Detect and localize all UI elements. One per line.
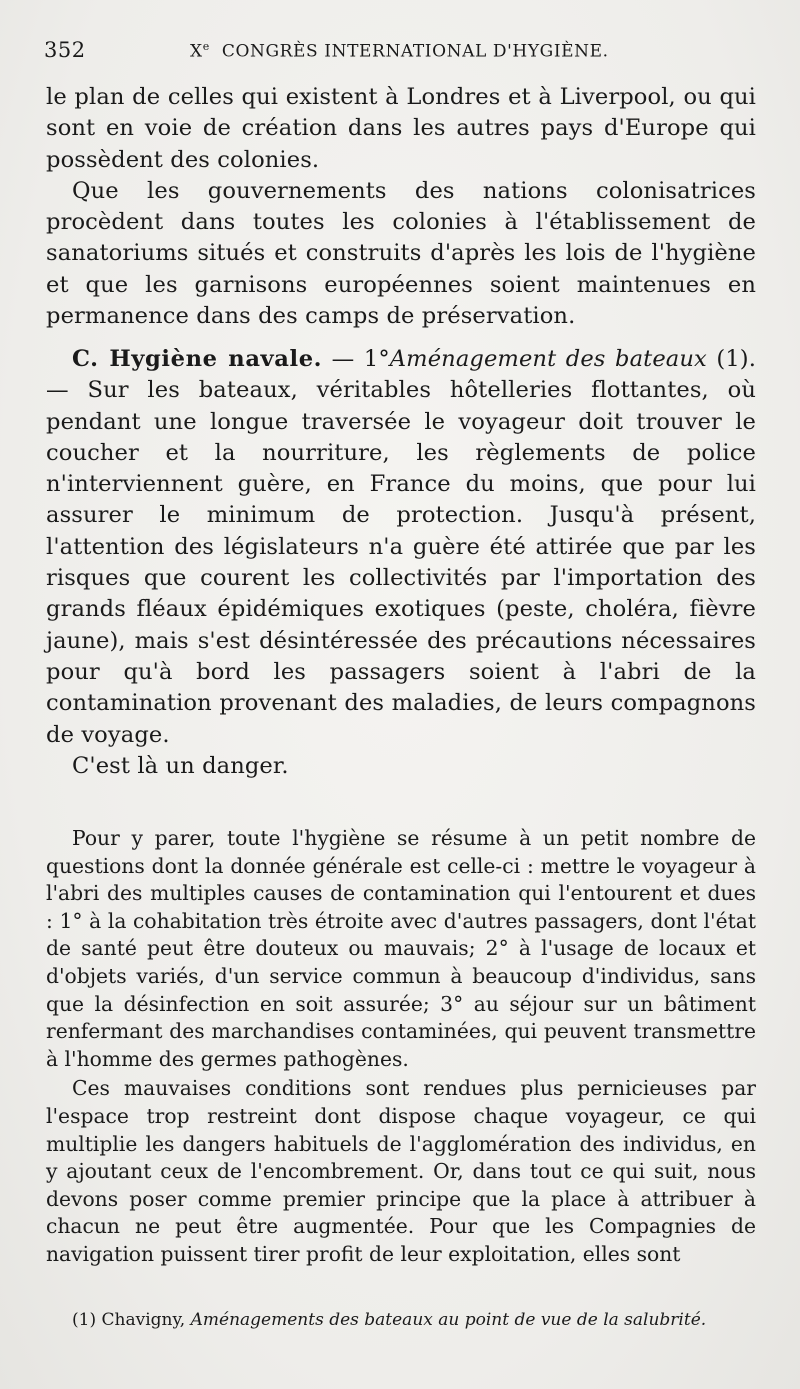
section-paragraph: — Sur les bateaux, véritables hôtelleries flottantes, où pendant une longue traversée le voyageur doit trouver le coucher et la nourriture, les règlements de police n'interviennent guère, en France du moins, que pour lui assurer le minimum de protection. Jusqu'à présent, l'attention des législateurs n'a guère été attirée que par les risques que courent les collectivités par l'importation des grands fléaux épidémiques exotiques (peste, choléra, fièvre jaune), mais s'est désintéressée des précautions nécessaires pour qu'à bord les passagers soient à l'abri de la contamination provenant des maladies, de leurs compagnons de voyage. bbox=[46, 377, 756, 748]
intro-paragraph: Que les gouvernements des nations colonisatrices procèdent dans toutes les colonies à l'établissement de sanatoriums situés et construits d'après les lois de l'hygiène et que les garnisons européennes soient maintenues en permanence dans des camps de préservation. bbox=[46, 177, 756, 330]
subsection-title: Aménagement des bateaux bbox=[389, 346, 707, 372]
running-head bbox=[190, 40, 609, 62]
small-paragraph-2: Ces mauvaises conditions sont rendues plus pernicieuses par l'espace trop restreint dont dispose chaque voyageur, ce qui multiplie les dangers habituels de l'agglomération des individus, en y ajoutant ceux de l'encombrement. Or, dans tout ce qui suit, nous devons poser comme premier principe que la place à attribuer à chacun ne peut être augmentée. Pour que les Compagnies de navigation puissent tirer profit de leur exploitation, elles sont bbox=[46, 1076, 756, 1266]
small-paragraph-1: Pour y parer, toute l'hygiène se résume à un petit nombre de questions dont la donnée générale est celle-ci : mettre le voyageur à l'abri des multiples causes de contamination qui l'entourent et dues : 1° à la cohabitation très étroite avec d'autres passagers, dont l'état de santé peut être douteux ou mauvais; 2° à l'usage de locaux et d'objets variés, d'un service commun à beaucoup d'individus, sans que la désinfection en soit assurée; 3° au séjour sur un bâtiment renfermant des marchandises contaminées, qui peuvent transmettre à l'homme des germes pathogènes. bbox=[46, 826, 756, 1071]
subsection-number: 1° bbox=[363, 346, 390, 372]
page-header bbox=[44, 38, 756, 68]
section-naval-hygiene bbox=[46, 344, 756, 782]
footnote-reference: (1). bbox=[716, 346, 756, 372]
running-head-prefix: X bbox=[190, 41, 203, 62]
section-title: Hygiène navale. bbox=[109, 346, 323, 372]
intro-text bbox=[46, 82, 756, 332]
footnote-author: Chavigny, bbox=[101, 1310, 186, 1330]
small-print-text bbox=[46, 825, 756, 1269]
footnote-title: Aménagements des bateaux au point de vue de la salubrité. bbox=[190, 1310, 707, 1330]
section-heading bbox=[72, 346, 322, 372]
running-head-title: CONGRÈS INTERNATIONAL D'HYGIÈNE. bbox=[221, 41, 609, 62]
running-head-sup: e bbox=[202, 40, 210, 53]
intro-continuation: le plan de celles qui existent à Londres et à Liverpool, ou qui sont en voie de création dans les autres pays d'Europe qui possèdent des colonies. bbox=[46, 84, 756, 173]
section-body bbox=[46, 344, 756, 751]
footnote-marker: (1) bbox=[72, 1310, 97, 1330]
page-number: 352 bbox=[44, 38, 86, 62]
footnote-text bbox=[46, 1307, 756, 1333]
danger-line: C'est là un danger. bbox=[72, 752, 289, 779]
section-letter: C. bbox=[72, 346, 99, 372]
section-dash: — bbox=[322, 346, 364, 372]
footnote bbox=[46, 1307, 756, 1333]
